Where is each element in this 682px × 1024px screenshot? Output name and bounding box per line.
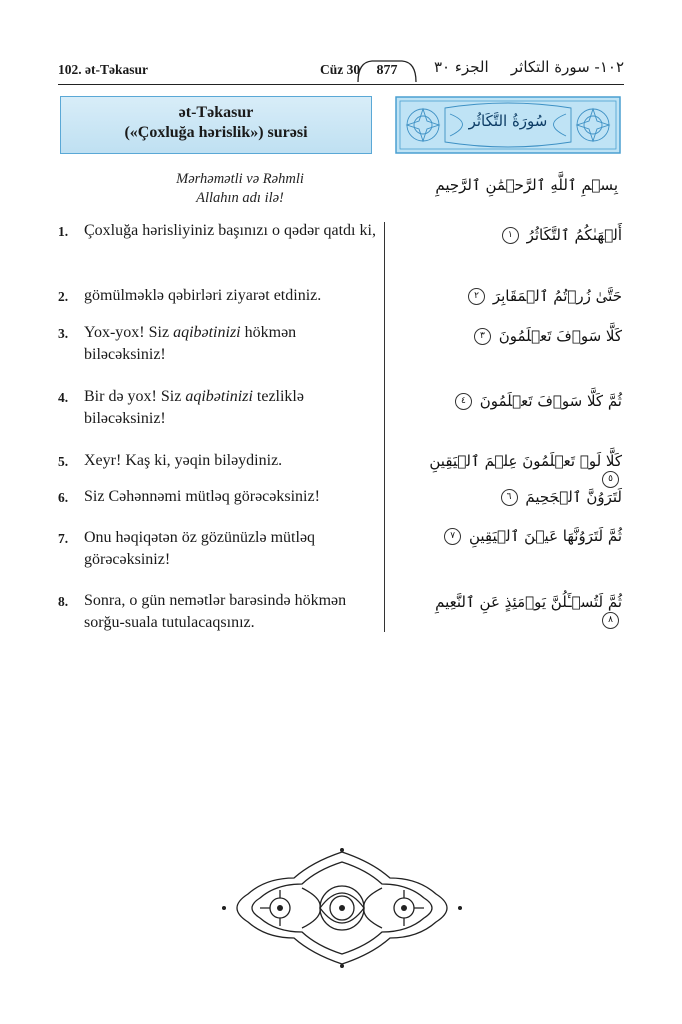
verse-number: 6.	[58, 490, 69, 505]
verse-end-marker: ٥	[602, 471, 619, 488]
arabic-text: ثُمَّ كَلَّا سَوۡفَ تَعۡلَمُونَ	[479, 392, 622, 410]
verse-7	[58, 527, 376, 571]
banner-title-arabic: سُورَةُ التَّكَاثُر	[468, 112, 548, 130]
verse-1	[58, 220, 376, 242]
verse-6-arabic	[412, 488, 622, 506]
verse-text: gömülməklə qəbirləri ziyarət etdiniz.	[84, 287, 322, 304]
verse-text: Siz Cəhənnəmi mütləq görəcəksiniz!	[84, 488, 320, 505]
basmala-line-1: Mərhəmətli və Rəhmli	[176, 171, 304, 187]
verse-text	[84, 386, 376, 430]
verse-3	[58, 322, 376, 366]
basmala-line-2: Allahın adı ilə!	[196, 190, 284, 206]
verse-text-pre: Yox-yox! Siz	[84, 324, 174, 341]
verse-number: 4.	[58, 390, 69, 405]
page-number	[356, 58, 418, 82]
verse-end-marker: ٧	[444, 528, 461, 545]
verse-5	[58, 450, 376, 472]
verse-2	[58, 285, 376, 307]
verse-end-marker: ٢	[468, 288, 485, 305]
surah-title: ət-Təkasur	[178, 104, 254, 121]
basmala-arabic: بِسۡمِ ٱللَّهِ ٱلرَّحۡمَٰنِ ٱلرَّحِيمِ	[435, 176, 618, 194]
verse-number: 5.	[58, 454, 69, 469]
verse-end-marker: ٣	[474, 328, 491, 345]
arabic-text: كَلَّا لَوۡ تَعۡلَمُونَ عِلۡمَ ٱلۡيَقِينِ	[429, 452, 622, 470]
verse-end-marker: ٤	[455, 393, 472, 410]
verse-text	[84, 322, 376, 366]
verse-text: Sonra, o gün nemətlər barəsində hökmən sorğu-suala tutulacaqsınız.	[84, 592, 347, 631]
verse-text: Çoxluğa hərisliyiniz başınızı o qədər qatdı ki,	[84, 222, 376, 239]
surah-title-box	[60, 96, 372, 154]
verse-3-arabic	[412, 327, 622, 345]
verse-text-post: hökmən biləcəksiniz!	[84, 324, 297, 363]
arabic-text: أَلۡهَىٰكُمُ ٱلتَّكَاثُرُ	[526, 226, 622, 244]
verse-end-marker: ٦	[501, 489, 518, 506]
page-number-text: 877	[376, 63, 398, 78]
surah-subtitle: («Çoxluğa hərislik») surəsi	[124, 124, 308, 141]
decorative-ornament-icon	[222, 848, 462, 968]
verse-number: 1.	[58, 224, 69, 239]
page-header	[58, 58, 624, 84]
verse-text-pre: Bir də yox! Siz	[84, 388, 186, 405]
header-surah-arabic: ١٠٢- سورة التكاثر	[510, 58, 624, 76]
basmala-translation	[140, 170, 340, 208]
header-juz-latin: Cüz 30	[320, 62, 361, 77]
arabic-text: ثُمَّ لَتَرَوُنَّهَا عَيۡنَ ٱلۡيَقِينِ	[468, 527, 622, 545]
verse-4	[58, 386, 376, 430]
verse-text: Xeyr! Kaş ki, yəqin biləydiniz.	[84, 452, 283, 469]
verse-8	[58, 590, 376, 634]
verse-7-arabic	[412, 527, 622, 545]
verse-6	[58, 486, 376, 508]
verse-5-arabic	[412, 452, 622, 488]
verse-end-marker: ٨	[602, 612, 619, 629]
verse-2-arabic	[412, 287, 622, 305]
verse-number: 8.	[58, 594, 69, 609]
arabic-text: حَتَّىٰ زُرۡتُمُ ٱلۡمَقَابِرَ	[492, 287, 622, 305]
verse-4-arabic	[412, 392, 622, 410]
column-divider	[384, 222, 385, 632]
header-surah-latin: 102. ət-Təkasur	[58, 62, 148, 77]
arabic-text: لَتَرَوُنَّ ٱلۡجَحِيمَ	[525, 488, 622, 506]
verse-8-arabic	[412, 593, 622, 629]
verse-number: 7.	[58, 531, 69, 546]
header-juz-arabic: الجزء ٣٠	[434, 58, 489, 76]
header-rule	[58, 84, 624, 85]
verse-text-emphasis: aqibətinizi	[173, 324, 241, 341]
arabic-text: كَلَّا سَوۡفَ تَعۡلَمُونَ	[498, 327, 622, 345]
verse-number: 3.	[58, 326, 69, 341]
arabic-text: ثُمَّ لَتُسۡـَٔلُنَّ يَوۡمَئِذٍ عَنِ ٱلنَّعِيمِ	[435, 593, 622, 611]
verse-text-post: tezliklə biləcəksiniz!	[84, 388, 304, 427]
verse-text-emphasis: aqibətinizi	[185, 388, 253, 405]
verse-number: 2.	[58, 289, 69, 304]
verse-text: Onu həqiqətən öz gözünüzlə mütləq görəcəksiniz!	[84, 529, 316, 568]
verse-end-marker: ١	[502, 227, 519, 244]
surah-banner	[395, 96, 621, 154]
verse-1-arabic	[412, 226, 622, 244]
